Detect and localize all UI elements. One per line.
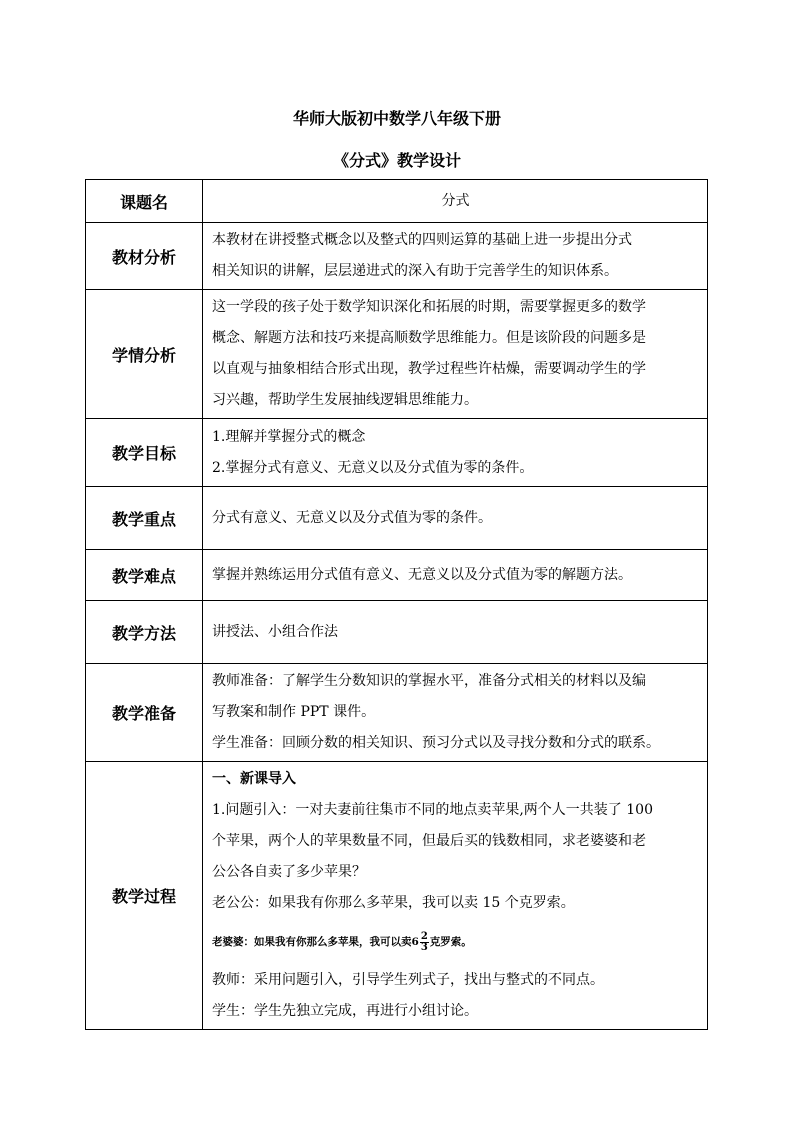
table-row-students bbox=[86, 290, 708, 419]
key-points-value: 分式有意义、无意义以及分式值为零的条件。 bbox=[203, 487, 708, 550]
students-content bbox=[203, 290, 708, 419]
lesson-plan-table bbox=[85, 179, 708, 1030]
row-label-material: 教材分析 bbox=[86, 223, 203, 290]
text-line: 习兴趣，帮助学生发展抽线逻辑思维能力。 bbox=[212, 392, 478, 408]
row-label-preparation: 教学准备 bbox=[86, 664, 203, 762]
table-row-topic bbox=[86, 180, 708, 223]
text-line: 以直观与抽象相结合形式出现，教学过程些许枯燥，需要调动学生的学 bbox=[212, 361, 646, 377]
wife-quote-text: 老婆婆：如果我有你那么多苹果，我可以卖6 bbox=[212, 936, 419, 948]
preparation-content bbox=[203, 664, 708, 762]
table-row-material bbox=[86, 223, 708, 290]
table-row-preparation bbox=[86, 664, 708, 762]
table-row-difficulties bbox=[86, 550, 708, 601]
row-label-topic: 课题名 bbox=[86, 180, 203, 223]
text-line: 学生准备：回顾分数的相关知识、预习分式以及寻找分数和分式的联系。 bbox=[212, 735, 660, 751]
wife-quote-suffix: 克罗索。 bbox=[429, 936, 472, 948]
table-row-key-points bbox=[86, 487, 708, 550]
text-line: 写教案和制作 PPT 课件。 bbox=[212, 704, 376, 720]
text-line: 学生：学生先独立完成，再进行小组讨论。 bbox=[212, 1003, 478, 1019]
section-heading: 一、新课导入 bbox=[212, 771, 296, 787]
goals-content bbox=[203, 419, 708, 487]
difficulties-value: 掌握并熟练运用分式值有意义、无意义以及分式值为零的解题方法。 bbox=[203, 550, 708, 601]
text-line: 本教材在讲授整式概念以及整式的四则运算的基础上进一步提出分式 bbox=[212, 232, 632, 248]
row-label-students: 学情分析 bbox=[86, 290, 203, 419]
document-title: 华师大版初中数学八年级下册 bbox=[292, 109, 501, 128]
methods-value: 讲授法、小组合作法 bbox=[203, 601, 708, 664]
text-line: 1.问题引入：一对夫妻前往集市不同的地点卖苹果,两个人一共装了 100 bbox=[212, 802, 653, 818]
wife-quote-line bbox=[212, 919, 699, 965]
table-row-methods bbox=[86, 601, 708, 664]
text-line: 教师准备：了解学生分数知识的掌握水平，准备分式相关的材料以及编 bbox=[212, 673, 646, 689]
row-label-methods: 教学方法 bbox=[86, 601, 203, 664]
table-row-goals bbox=[86, 419, 708, 487]
table-row-process bbox=[86, 762, 708, 1030]
text-line: 老公公：如果我有你那么多苹果，我可以卖 15 个克罗索。 bbox=[212, 895, 575, 911]
material-content bbox=[203, 223, 708, 290]
fraction-denominator: 3 bbox=[420, 941, 428, 953]
topic-value: 分式 bbox=[203, 180, 708, 223]
process-content bbox=[203, 762, 708, 1030]
row-label-goals: 教学目标 bbox=[86, 419, 203, 487]
text-line: 公公各自卖了多少苹果？ bbox=[212, 864, 366, 880]
row-label-difficulties: 教学难点 bbox=[86, 550, 203, 601]
row-label-key-points: 教学重点 bbox=[86, 487, 203, 550]
text-line: 概念、解题方法和技巧来提高顺数学思维能力。但是该阶段的问题多是 bbox=[212, 330, 646, 346]
document-subtitle: 《分式》教学设计 bbox=[332, 151, 461, 170]
text-line: 2.掌握分式有意义、无意义以及分式值为零的条件。 bbox=[212, 459, 534, 476]
text-line: 这一学段的孩子处于数学知识深化和拓展的时期，需要掌握更多的数学 bbox=[212, 299, 646, 315]
row-label-process: 教学过程 bbox=[86, 762, 203, 1030]
text-line: 教师：采用问题引入，引导学生列式子，找出与整式的不同点。 bbox=[212, 972, 604, 988]
fraction bbox=[420, 932, 429, 953]
text-line: 相关知识的讲解，层层递进式的深入有助于完善学生的知识体系。 bbox=[212, 263, 618, 279]
text-line: 个苹果，两个人的苹果数量不同，但最后买的钱数相同，求老婆婆和老 bbox=[212, 833, 646, 849]
text-line: 1.理解并掌握分式的概念 bbox=[212, 428, 366, 445]
fraction-numerator: 2 bbox=[420, 930, 428, 942]
